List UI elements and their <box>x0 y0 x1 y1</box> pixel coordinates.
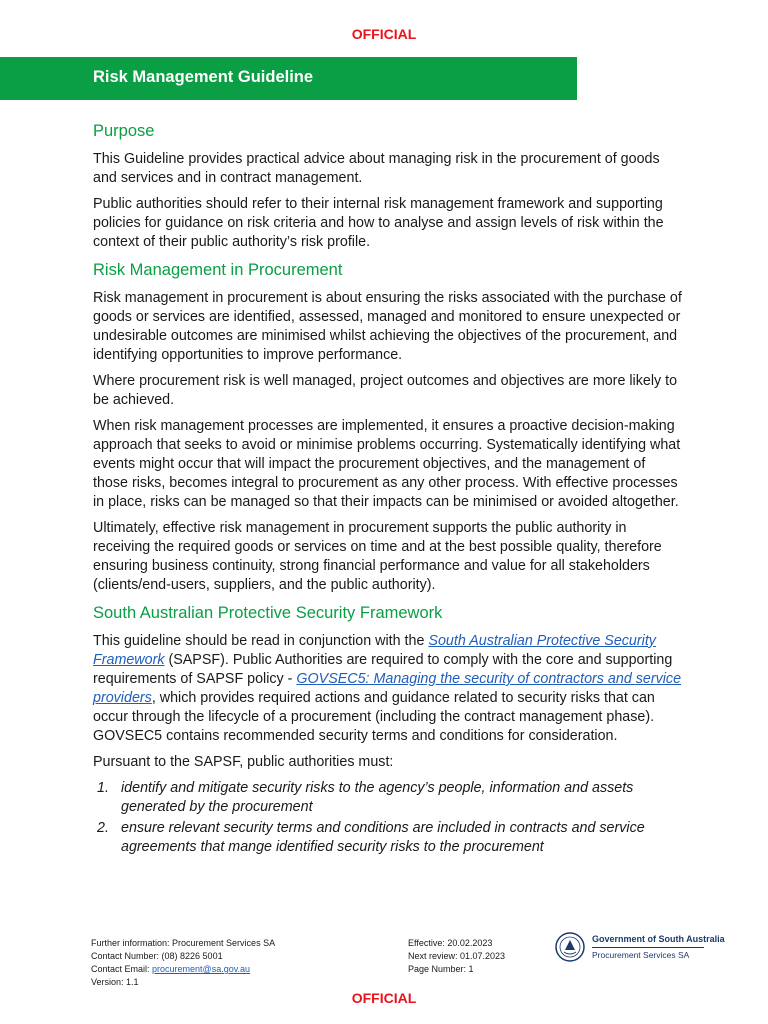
footer-contact <box>91 937 275 989</box>
logo-government-text: Government of South Australia <box>592 934 725 944</box>
list-item-number: 2. <box>97 820 109 836</box>
sapsf-paragraph-2: Pursuant to the SAPSF, public authorities must: <box>93 754 394 770</box>
footer-version: Version: 1.1 <box>91 977 139 987</box>
purpose-paragraph-2: Public authorities should refer to their internal risk management framework and supporting policies for guidance on risk criteria and how to analyse and assign levels of risk within the context of their public authority’s risk profile. <box>93 196 664 250</box>
procurement-paragraph-1: Risk management in procurement is about ensuring the risks associated with the purchase of goods or services are identified, assessed, managed and monitored to ensure unexpected or undesirable outcomes are minimised whilst achieving the objectives of the procurement, and identifying opportunities to improve performance. <box>93 290 682 363</box>
document-title: Risk Management Guideline <box>93 68 314 86</box>
procurement-paragraph-2: Where procurement risk is well managed, project outcomes and objectives are more likely to be achieved. <box>93 373 678 408</box>
sapsf-text-b: (SAPSF). Public Authorities are required to comply with the core and supporting requirements of SAPSF policy - <box>93 652 673 687</box>
footer-contact-email <box>91 963 275 976</box>
footer-page-number: Page Number: 1 <box>408 964 474 974</box>
classification-marking-top: OFFICIAL <box>351 26 417 42</box>
footer-next-review: Next review: 01.07.2023 <box>408 951 506 961</box>
footer-email-label: Contact Email: <box>91 964 153 974</box>
title-banner <box>0 57 577 100</box>
procurement-paragraph-4: Ultimately, effective risk management in procurement supports the public authority in receiving the required goods or services on time and at the best possible quality, therefore ensuring business continuity, strong financial performance and value for all stakeholders (clients/end-users, suppliers, and the public authority). <box>93 520 662 593</box>
sapsf-paragraph-1 <box>93 632 683 746</box>
government-logo <box>555 932 725 966</box>
sapsf-heading: South Australian Protective Security Framework <box>93 604 443 622</box>
procurement-heading: Risk Management in Procurement <box>93 261 343 279</box>
logo-divider <box>592 947 704 948</box>
list-item-text: ensure relevant security terms and conditions are included in contracts and service agreements that mange identified security risks to the procurement <box>121 820 645 855</box>
purpose-heading: Purpose <box>93 122 155 140</box>
procurement-paragraph-3: When risk management processes are implemented, it ensures a proactive decision-making approach that seeks to avoid or minimise problems occurring. Systematically identifying what events might occur that will impact the procurement objectives, and the management of those risks, becomes integral to procurement as any other process. With effective processes in place, risks can be managed so that their impacts can be minimised or avoided altogether. <box>93 418 681 510</box>
govsec5-link[interactable]: GOVSEC5: Managing the security of contractors and service providers <box>93 671 682 706</box>
classification-marking-bottom: OFFICIAL <box>351 990 417 1006</box>
sapsf-text-c: , which provides required actions and guidance related to security risks that can occur through the lifecycle of a procurement (including the contract management phase). GOVSEC5 contains recommended security terms and conditions for consideration. <box>93 690 655 744</box>
footer-email-link[interactable]: procurement@sa.gov.au <box>152 964 251 974</box>
document-body <box>93 120 683 859</box>
sa-government-crest-icon <box>555 932 585 962</box>
purpose-paragraph-1: This Guideline provides practical advice about managing risk in the procurement of goods and services and in contract management. <box>93 151 660 186</box>
list-item <box>93 819 683 857</box>
footer-further-info: Further information: Procurement Services SA <box>91 938 276 948</box>
logo-agency-text: Procurement Services SA <box>592 950 690 960</box>
footer-contact-number: Contact Number: (08) 8226 5001 <box>91 951 223 961</box>
list-item-number: 1. <box>97 780 109 796</box>
footer-dates <box>408 937 505 976</box>
sapsf-framework-link[interactable]: South Australian Protective Security Framework <box>93 633 656 668</box>
sapsf-requirements-list <box>93 779 683 857</box>
list-item-text: identify and mitigate security risks to the agency’s people, information and assets generated by the procurement <box>121 780 634 815</box>
list-item <box>93 779 683 817</box>
footer-effective: Effective: 20.02.2023 <box>408 938 493 948</box>
sapsf-text-a: This guideline should be read in conjunction with the <box>93 633 429 649</box>
